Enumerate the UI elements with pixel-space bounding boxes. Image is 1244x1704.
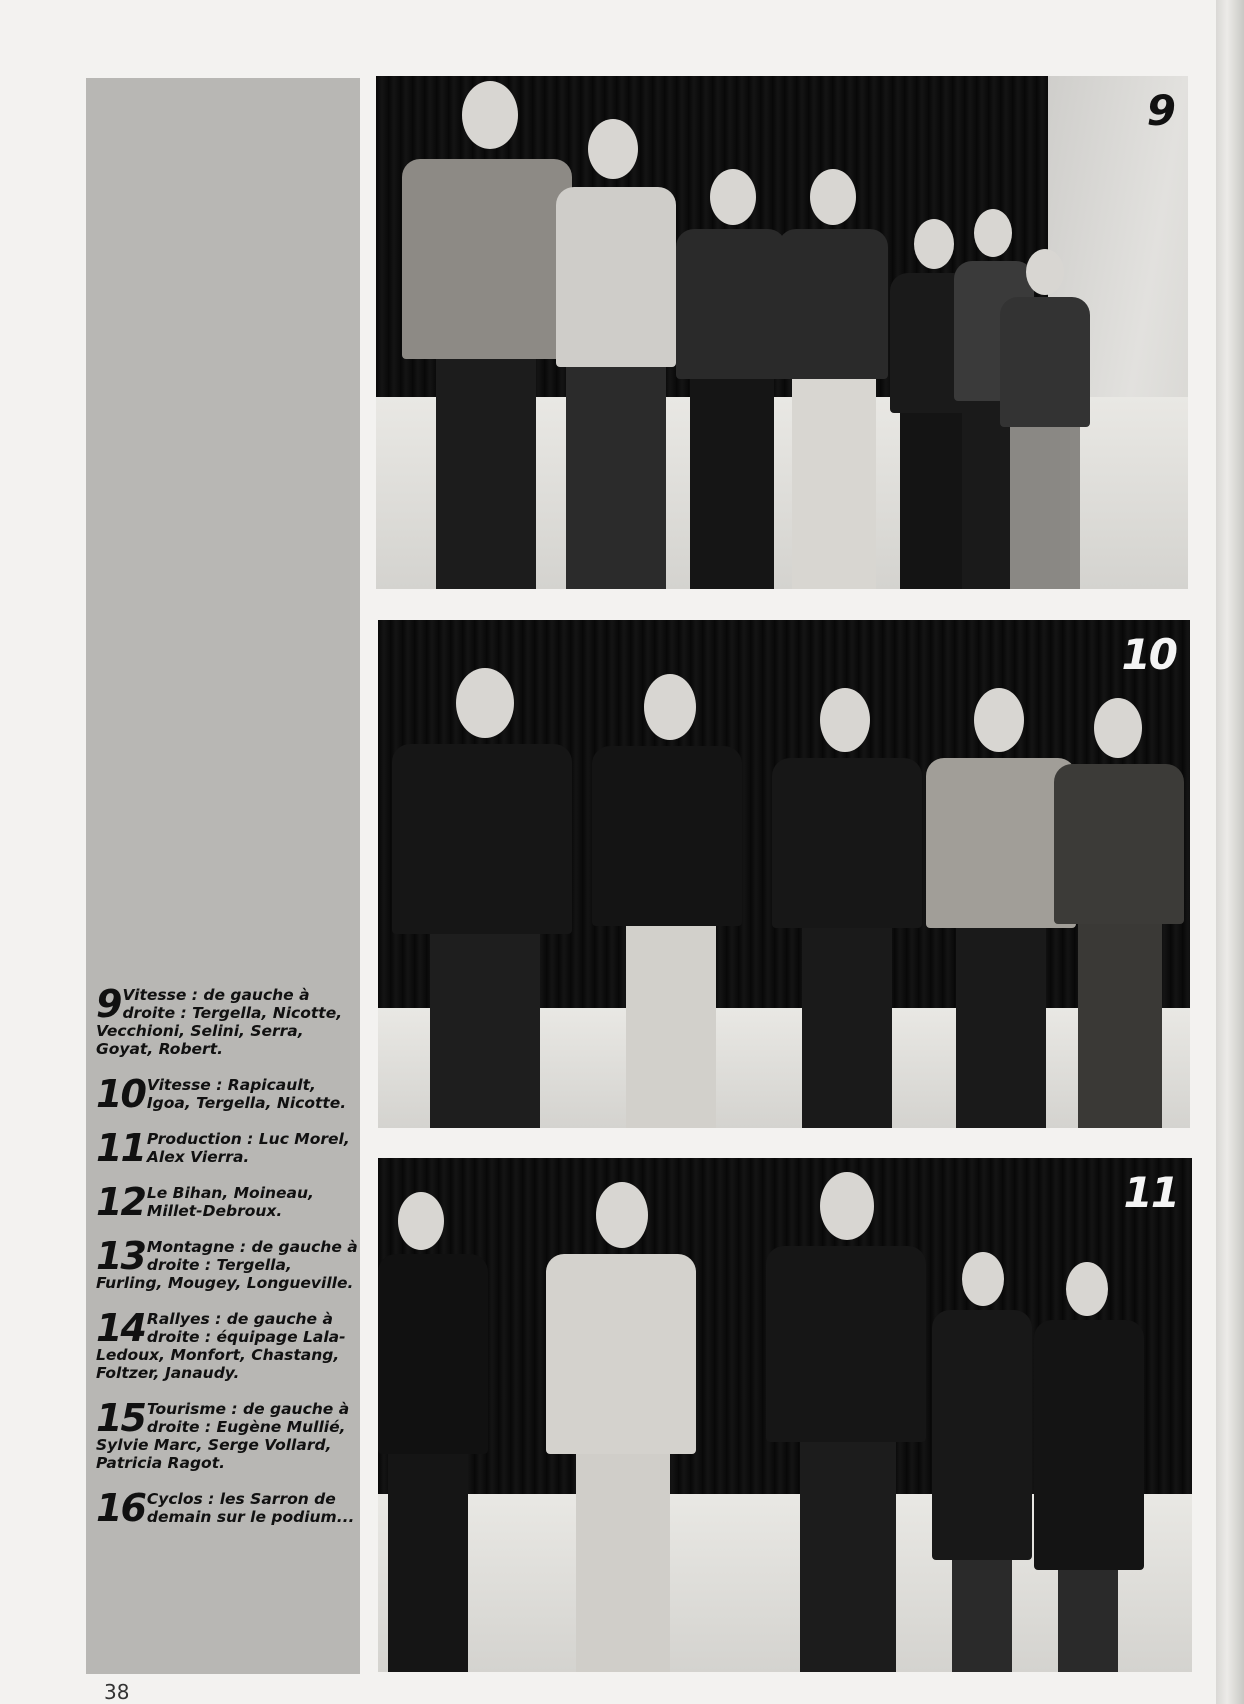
page-edge [1216,0,1244,1704]
photo-9 [376,76,1188,589]
person [1034,1262,1144,1672]
person [402,79,572,589]
person [1054,698,1184,1128]
caption-10: 10 Vitesse : Rapicault, Igoa, Tergella, Nicotte. [96,1072,347,1116]
person [556,119,676,589]
photo-10 [378,620,1190,1128]
person [392,668,572,1128]
captions [96,982,358,1544]
caption-11: 11 Production : Luc Morel, Alex Vierra. [96,1126,350,1170]
person [766,1172,926,1672]
photo-11 [378,1158,1192,1672]
person [592,674,742,1128]
photo-number: 10 [1121,630,1176,679]
caption-9: 9 Vitesse : de gauche à droite : Tergella, Nicotte, Vecchioni, Selini, Serra, Goyat, Robert. [96,982,343,1058]
photo-number: 9 [1146,86,1174,135]
person [378,1192,488,1672]
person [932,1252,1032,1672]
person [676,169,786,589]
caption-14: 14 Rallyes : de gauche à droite : équipage Lala-Ledoux, Monfort, Chastang, Foltzer, Janaudy. [96,1306,346,1382]
person [778,169,888,589]
caption-16: 16 Cyclos : les Sarron de demain sur le podium... [96,1486,355,1530]
person [772,688,922,1128]
page-number: 38 [104,1680,130,1704]
caption-13: 13 Montagne : de gauche à droite : Tergella, Furling, Mougey, Longueville. [96,1234,358,1292]
photo-number: 11 [1123,1168,1178,1217]
caption-12: 12 Le Bihan, Moineau, Millet-Debroux. [96,1180,314,1224]
caption-15: 15 Tourisme : de gauche à droite : Eugène Mullié, Sylvie Marc, Serge Vollard, Patricia Ragot. [96,1396,350,1472]
person [1000,249,1090,589]
person [546,1182,696,1672]
